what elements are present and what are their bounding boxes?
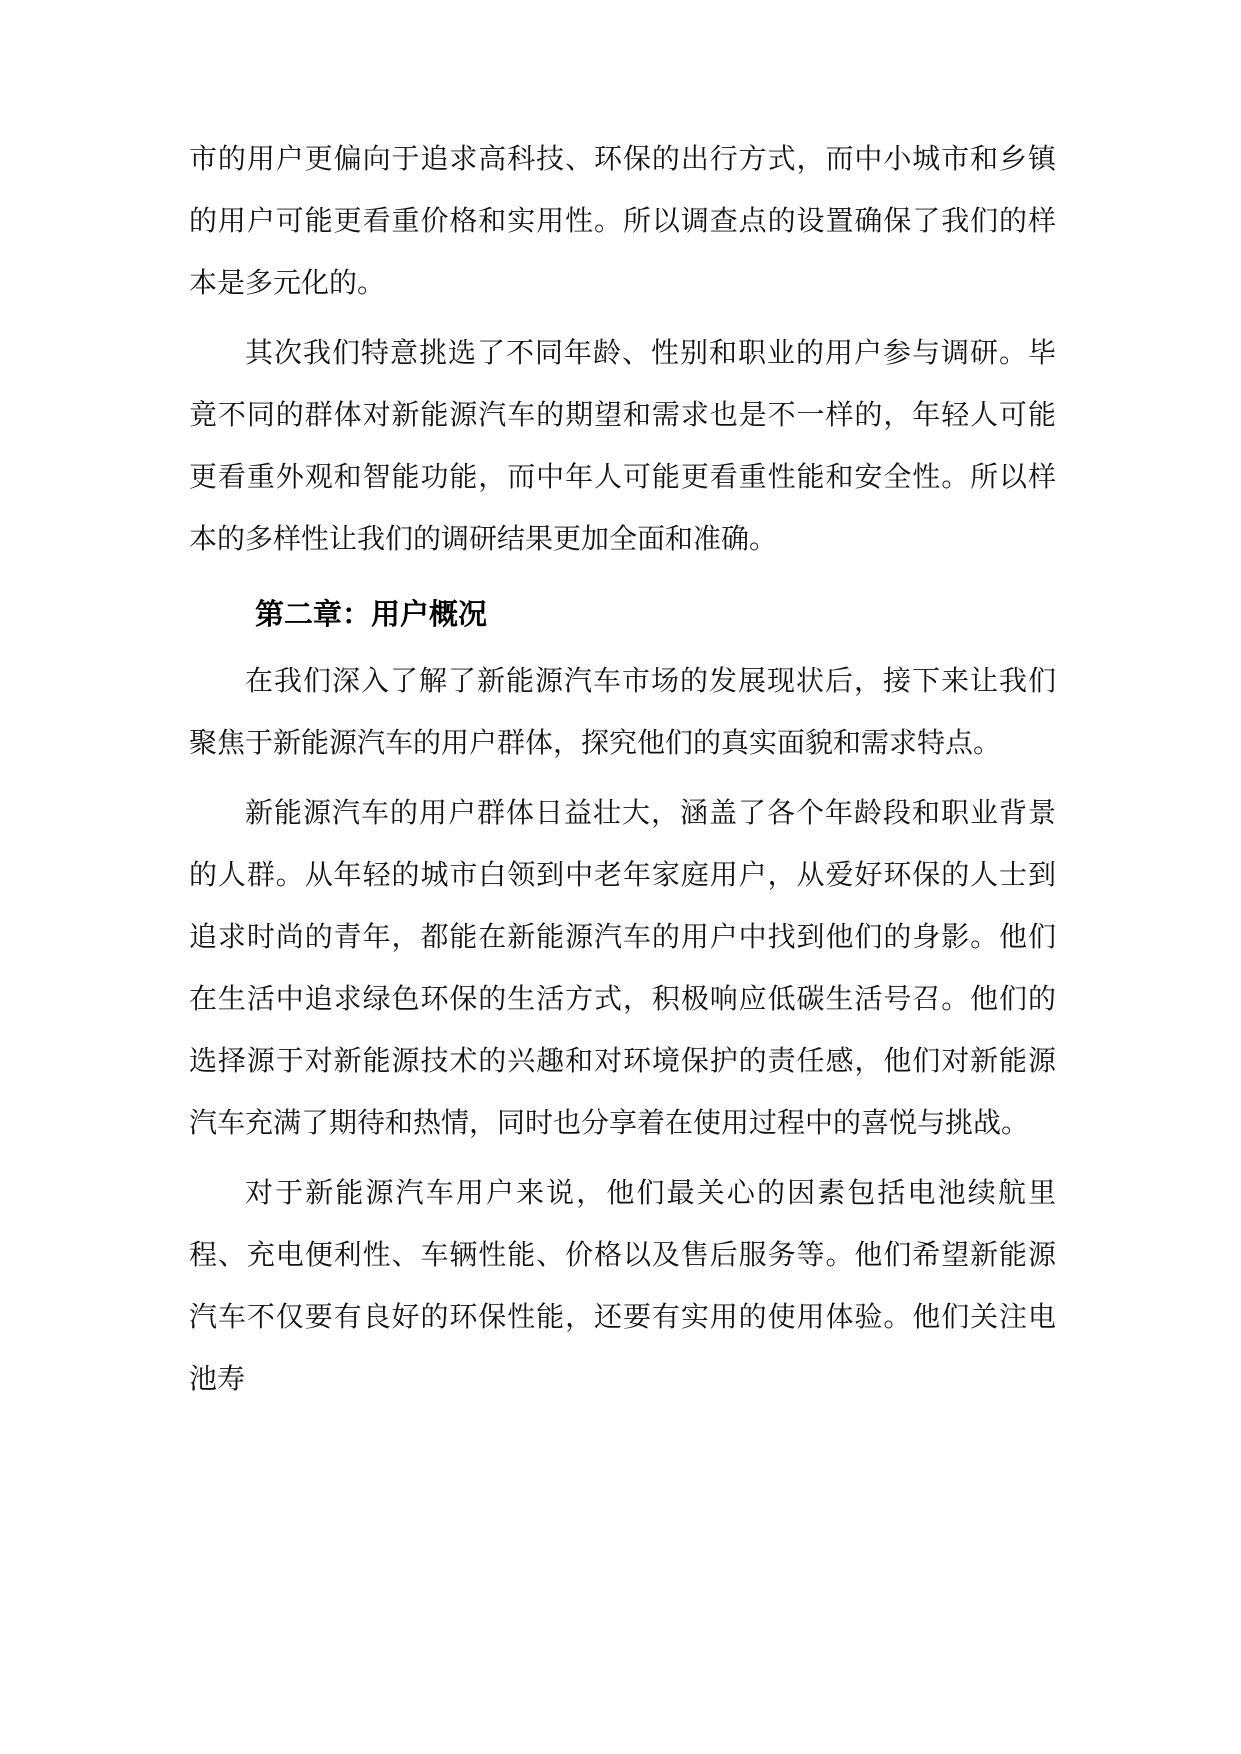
- chapter-heading: 第二章：用户概况: [255, 597, 488, 631]
- document-body: [189, 128, 1056, 1418]
- paragraph-sample-cities: 市的用户更偏向于追求高科技、环保的出行方式，而中小城市和乡镇的用户可能更看重价格和实用性。所以调查点的设置确保了我们的样本是多元化的。: [189, 142, 1056, 299]
- paragraph-user-groups: 新能源汽车的用户群体日益壮大，涵盖了各个年龄段和职业背景的人群。从年轻的城市白领到中老年家庭用户，从爱好环保的人士到追求时尚的青年，都能在新能源汽车的用户中找到他们的身影。他们在生活中追求绿色环保的生活方式，积极响应低碳生活号召。他们的选择源于对新能源技术的兴趣和对环境保护的责任感，他们对新能源汽车充满了期待和热情，同时也分享着在使用过程中的喜悦与挑战。: [189, 796, 1056, 1139]
- paragraph-user-concerns: 对于新能源汽车用户来说，他们最关心的因素包括电池续航里程、充电便利性、车辆性能、价格以及售后服务等。他们希望新能源汽车不仅要有良好的环保性能，还要有实用的使用体验。他们关注电池寿: [189, 1176, 1056, 1395]
- paragraph-chapter-intro: 在我们深入了解了新能源汽车市场的发展现状后，接下来让我们聚焦于新能源汽车的用户群体，探究他们的真实面貌和需求特点。: [189, 664, 1056, 759]
- paragraph-sample-diversity: 其次我们特意挑选了不同年龄、性别和职业的用户参与调研。毕竟不同的群体对新能源汽车的期望和需求也是不一样的，年轻人可能更看重外观和智能功能，而中年人可能更看重性能和安全性。所以样本的多样性让我们的调研结果更加全面和准确。: [189, 336, 1056, 555]
